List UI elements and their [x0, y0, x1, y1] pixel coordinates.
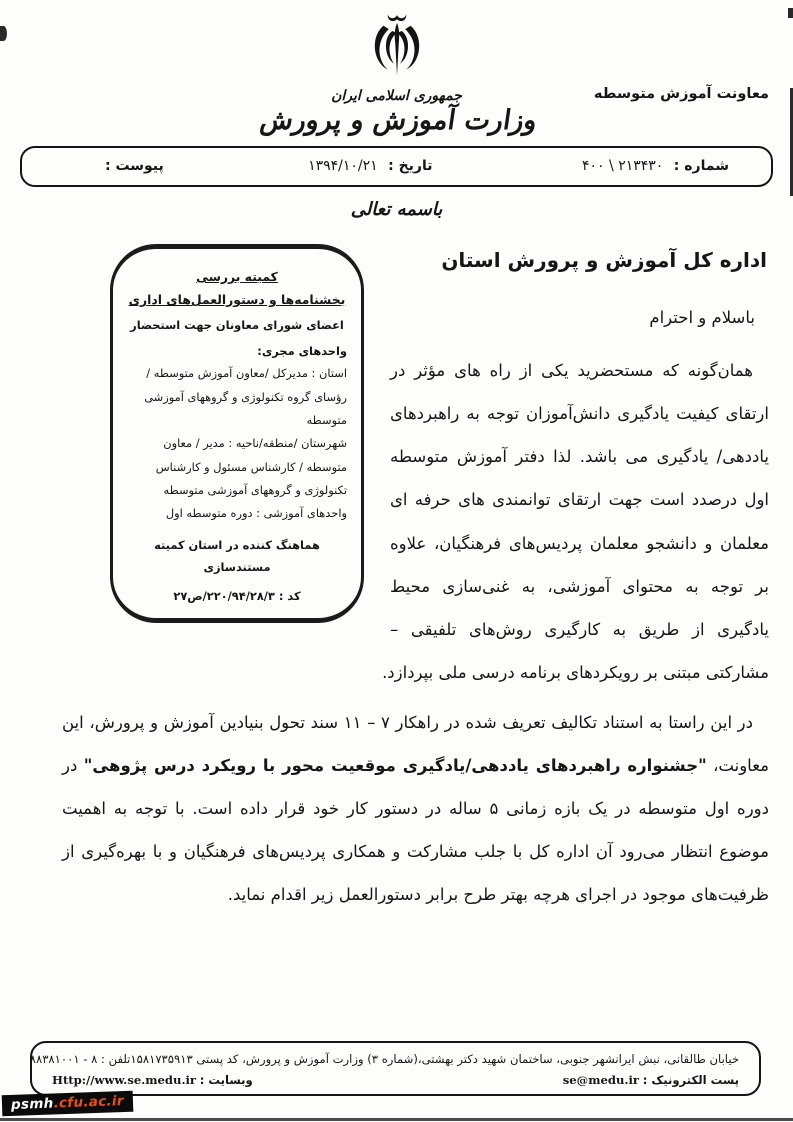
letterhead [0, 0, 793, 138]
footer-address-row [29, 1052, 739, 1066]
footer-links-row [52, 1073, 739, 1087]
stamp-title-line1: کمیته بررسی [196, 268, 278, 284]
ref-attachment-field [22, 158, 247, 174]
review-committee-stamp [110, 244, 364, 623]
footer-email-value: se@medu.ir [562, 1073, 639, 1087]
scan-artifact [788, 8, 793, 18]
stamp-unit-province: استان : مدیرکل /معاون آموزش متوسطه /رؤسای گروه تکنولوژی و گروههای آموزشی متوسطه [144, 366, 347, 427]
stamp-units-label: واحدهای مجری: [257, 343, 347, 358]
ref-number-field [494, 158, 771, 174]
footer-email-label: پست الکترونیک : [642, 1073, 739, 1087]
paragraph-2-festival-name: "جشنواره راهبردهای یاددهی/یادگیری موقعیت محور با رویکرد درس پژوهی" [83, 755, 707, 775]
footer-phone: تلفن : ۸ - ۸۸۳۸۱۰۰۱ [29, 1052, 131, 1066]
ref-number-value: ۲۱۳۴۳۰ \ ۴۰۰ [582, 158, 664, 175]
bottom-divider [0, 1118, 793, 1121]
deputy-title: معاونت آموزش متوسطه [593, 86, 769, 102]
stamp-unit-schools: واحدهای آموزشی : دوره متوسطه اول [165, 506, 347, 521]
recipient-heading: اداره کل آموزش و پرورش استان [441, 247, 767, 272]
salutation: باسلام و احترام [649, 307, 755, 327]
stamp-subtitle: اعضای شورای معاونان جهت استحضار [130, 317, 344, 332]
paragraph-2 [62, 701, 769, 917]
stamp-code: کد : ۲۲۰/۹۴/۲۸/۳/ص۲۷ [173, 589, 301, 604]
scan-artifact [0, 26, 7, 41]
stamp-title-line2: بخشنامه‌ها و دستورالعمل‌های اداری [128, 292, 346, 308]
ministry-title: وزارت آموزش و پرورش [256, 105, 537, 136]
footer-website-label: وبسایت : [199, 1073, 253, 1087]
footer-address: خیابان طالقانی، نبش ایرانشهر جنوبی، ساختمان شهید دکتر بهشتی،(شماره ۳) وزارت آموزش و پرورش، کد پستی ۱۵۸۱۷۳۵۹۱۳ [130, 1052, 739, 1066]
reference-bar [20, 146, 773, 187]
footer-email-field [563, 1073, 739, 1087]
paragraph-1: همان‌گونه که مستحضرید یکی از راه های مؤثر در ارتقای کیفیت یادگیری دانش‌آموزان توجه به راهبردهای یاددهی/ یادگیری می باشد. لذا دفتر آموزش متوسطه اول درصدد است جهت ارتقای توانمندی های حرفه ای معلمان و دانشجو معلمان پردیس‌های فرهنگیان، علاوه بر توجه به محتوای آموزشی، به غنی‌سازی محیط یادگیری از طریق به کارگیری روش‌های تلفیقی – مشارکتی مبتنی بر رویکردهای برنامه درسی ملی بپردازد. [382, 360, 769, 683]
ref-attachment-label: پیوست : [104, 158, 164, 175]
ref-date-value: ۱۳۹۴/۱۰/۲۱ [308, 158, 378, 175]
footer-website-field [52, 1073, 253, 1087]
iran-emblem-icon [355, 10, 439, 86]
watermark-badge [2, 1091, 134, 1117]
watermark-site-domain: .cfu.ac.ir [53, 1093, 125, 1112]
footer-contact-box [30, 1041, 761, 1096]
paragraph-2-end: در دوره اول متوسطه در یک بازه زمانی ۵ ساله در دستور کار خود قرار داده است. با توجه به اهمیت موضوع انتظار می‌رود آن اداره کل با جلب مشارکت و همکاری پردیس‌های فرهنگیان و با بهره‌گیری از ظرفیت‌های موجود در اجرای هرچه بهتر طرح برابر دستورالعمل زیر اقدام نماید. [62, 755, 769, 905]
ref-date-field [247, 158, 494, 174]
stamp-coordinator: هماهنگ کننده در استان کمیته مستندسازی [154, 537, 320, 574]
republic-title: جمهوری اسلامی ایران [331, 88, 462, 104]
letter-body [0, 220, 793, 917]
paragraph-2-start: در این راستا به استناد تکالیف تعریف شده در راهکار ۷ – ۱۱ سند تحول بنیادین آموزش و پرورش، این معاونت، [62, 712, 769, 775]
watermark-site-name: psmh [10, 1095, 54, 1113]
footer-website-value: Http://www.se.medu.ir [52, 1073, 196, 1087]
ref-date-label: تاریخ : [388, 158, 433, 175]
ref-number-label: شماره : [673, 158, 729, 175]
basmala: باسمه تعالی [350, 198, 443, 220]
stamp-unit-district: شهرستان /منطقه/ناحیه : مدیر / معاون متوسطه / کارشناس مسئول و کارشناس تکنولوژی و گروههای آموزشی متوسطه [155, 436, 347, 498]
